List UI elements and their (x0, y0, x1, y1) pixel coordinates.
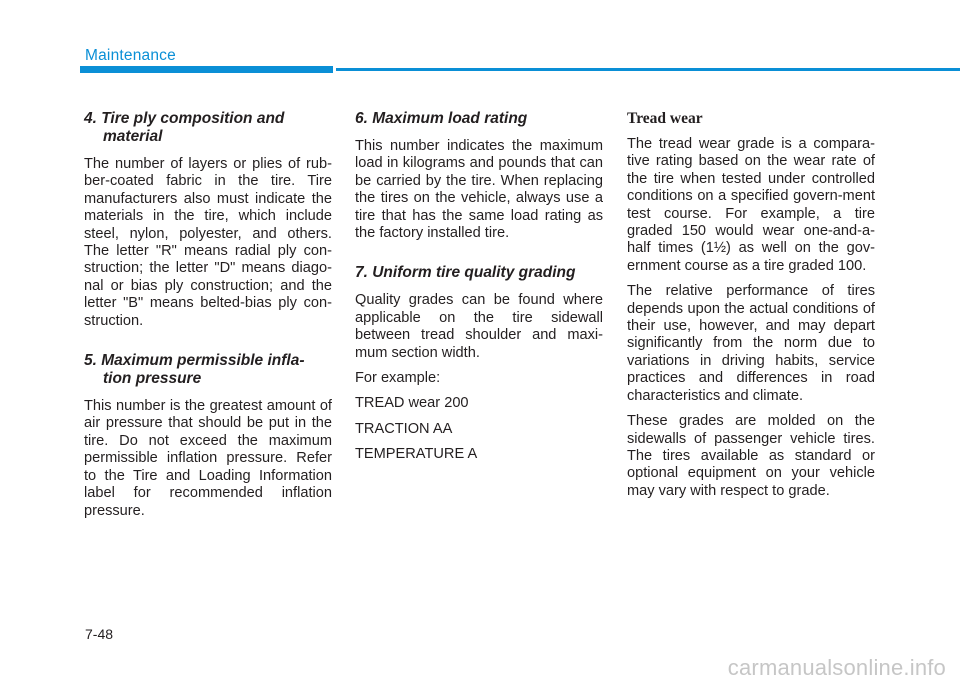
paragraph-tread-wear-1: The tread wear grade is a compara-tive rating based on the wear rate of the tire when tested under controlled conditions on a specified govern-ment test course. For example, a tire graded 150 would wear one-and-a-half times (1½) as well on the gov-ernment course as a tire graded 100. (627, 136, 875, 274)
section-title: Maintenance (85, 47, 176, 64)
example-line-temperature: TEMPERATURE A (355, 446, 478, 463)
example-intro: For example: (355, 370, 441, 387)
watermark: carmanualsonline.info (727, 655, 946, 680)
paragraph-tread-wear-2: The relative performance of tires depends upon the actual conditions of their use, however, and may depart significantly from the norm due to variations in driving habits, service practices and differences in road characteristics and climate. (627, 283, 875, 404)
heading-tread-wear: Tread wear (627, 110, 703, 127)
heading-ply-composition: 4. Tire ply composition and material (84, 110, 285, 145)
paragraph-max-inflation-pressure: This number is the greatest amount of air pressure that should be put in the tire. Do not exceed the maximum permissible inflation pressure. Refer to the Tire and Loading Information label for recommended inflation pressure. (84, 398, 332, 519)
heading-max-load-rating: 6. Maximum load rating (355, 110, 528, 127)
paragraph-tread-wear-3: These grades are molded on the sidewalls of passenger vehicle tires. The tires available as standard or optional equipment on your vehicle may vary with respect to grade. (627, 413, 875, 499)
paragraph-uniform-quality-grading: Quality grades can be found where applicable on the tire sidewall between tread shoulder and maxi-mum section width. (355, 292, 603, 361)
heading-uniform-quality-grading: 7. Uniform tire quality grading (355, 264, 576, 282)
paragraph-ply-composition: The number of layers or plies of rub-ber-coated fabric in the tire. Tire manufacturers also must indicate the materials in the tire, which include steel, nylon, polyester, and others. The letter "R" means radial ply con-struction; the letter "D" means diago-nal or bias ply construction; and the letter "B" means belted-bias ply con-struction. (84, 156, 332, 329)
example-line-traction: TRACTION AA (355, 420, 453, 437)
column-2 (355, 110, 603, 472)
heading-max-inflation-pressure: 5. Maximum permissible infla-tion pressure (84, 352, 305, 388)
example-line-tread: TREAD wear 200 (355, 395, 469, 412)
page-number: 7-48 (85, 626, 114, 642)
column-3 (627, 110, 875, 508)
paragraph-max-load-rating: This number indicates the maximum load in kilograms and pounds that can be carried by the tire. When replacing the tires on the vehicle, always use a tire that has the same load rating as the factory installed tire. (355, 138, 603, 242)
header-rule-thin (336, 68, 960, 71)
header-rule-thick (80, 66, 333, 73)
column-1 (84, 110, 332, 528)
